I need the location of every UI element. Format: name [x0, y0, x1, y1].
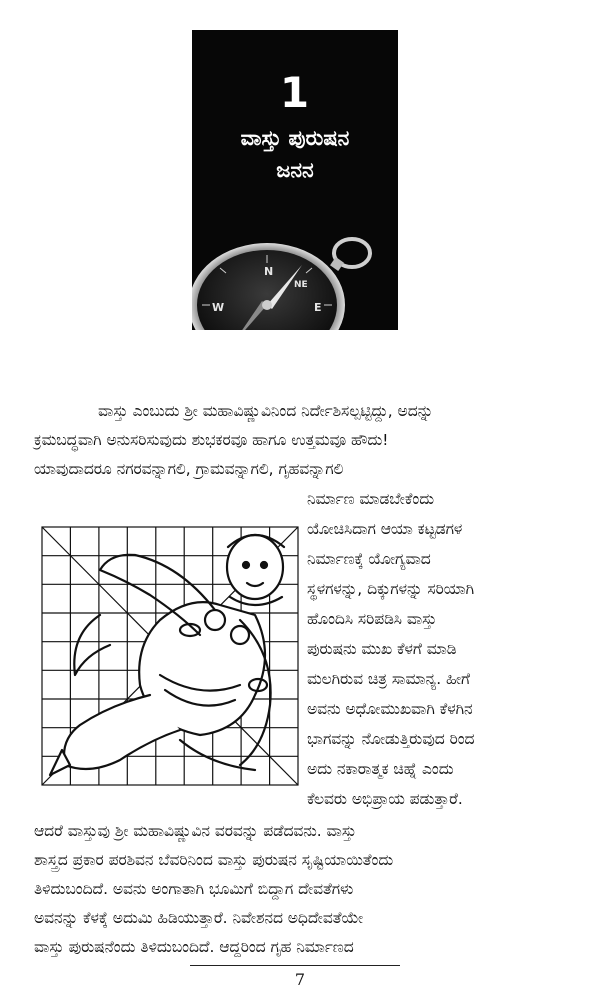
paragraph-line: ತಿಳಿದುಬಂದಿದೆ. ಅವನು ಅಂಗಾತಾಗಿ ಭೂಮಿಗೆ ಬಿದ್ದಾಗ ದೇವತೆಗಳು [34, 880, 354, 898]
paragraph-line: ಮಲಗಿರುವ ಚಿತ್ರ ಸಾಮಾನ್ಯ. ಹೀಗೆ [307, 670, 470, 688]
vastu-purusha-grid-drawing [40, 525, 300, 787]
footer-rule [190, 965, 400, 966]
paragraph-line: ಅವನನ್ನು ಕೆಳಕ್ಕೆ ಅದುಮಿ ಹಿಡಿಯುತ್ತಾರೆ. ನಿವೇಶನದ ಅಧಿದೇವತೆಯೇ [34, 909, 364, 927]
paragraph-line: ಅವನು ಅಧೋಮುಖವಾಗಿ ಕೆಳಗಿನ [307, 700, 473, 718]
chapter-title-line-2: ಜನನ [276, 158, 314, 182]
compass-icon: N E S W NE SE SW [192, 225, 398, 330]
paragraph-line: ಕ್ರಮಬದ್ಧವಾಗಿ ಅನುಸರಿಸುವುದು ಶುಭಕರವೂ ಹಾಗೂ ಉತ್ತಮವೂ ಹೌದು! [34, 431, 389, 449]
compass-letter-n: N [264, 265, 274, 278]
paragraph-line: ಹೊಂದಿಸಿ ಸರಿಪಡಿಸಿ ವಾಸ್ತು [307, 610, 437, 628]
paragraph-line: ವಾಸ್ತು ಎಂಬುದು ಶ್ರೀ ಮಹಾವಿಷ್ಣುವಿನಿಂದ ನಿರ್ದೇಶಿಸಲ್ಪಟ್ಟಿದ್ದು, ಅದನ್ನು [98, 402, 434, 420]
page-number: 7 [294, 970, 306, 989]
paragraph-line: ಶಾಸ್ತ್ರದ ಪ್ರಕಾರ ಪರಶಿವನ ಬೆವರಿನಿಂದ ವಾಸ್ತು ಪುರುಷನ ಸೃಷ್ಟಿಯಾಯಿತೆಂದು [34, 851, 394, 869]
paragraph-line: ಭಾಗವನ್ನು ನೋಡುತ್ತಿರುವುದ ರಿಂದ [307, 730, 475, 748]
paragraph-line: ಯಾವುದಾದರೂ ನಗರವನ್ನಾಗಲಿ, ಗ್ರಾಮವನ್ನಾಗಲಿ, ಗೃಹವನ್ನಾಗಲಿ [34, 460, 344, 478]
paragraph-line: ಯೋಚಿಸಿದಾಗ ಆಯಾ ಕಟ್ಟಡಗಳ [307, 520, 463, 538]
paragraph-line: ಅದು ನಕಾರಾತ್ಮಕ ಚಿಹ್ನೆ ಎಂದು [307, 760, 454, 778]
paragraph-line: ನಿರ್ಮಾಣ ಮಾಡಬೇಕೆಂದು [307, 490, 435, 508]
paragraph-line: ಕೆಲವರು ಅಭಿಪ್ರಾಯ ಪಡುತ್ತಾರೆ. [307, 790, 463, 808]
paragraph-line: ಆದರೆ ವಾಸ್ತುವು ಶ್ರೀ ಮಹಾವಿಷ್ಣುವಿನ ವರವನ್ನು ಪಡೆದವನು. ವಾಸ್ತು [34, 822, 357, 840]
paragraph-line: ಪುರುಷನು ಮುಖ ಕೆಳಗೆ ಮಾಡಿ [307, 640, 457, 658]
paragraph-line: ನಿರ್ಮಾಣಕ್ಕೆ ಯೋಗ್ಯವಾದ [307, 550, 431, 568]
compass-letter-w: W [212, 301, 225, 314]
paragraph-line: ಸ್ಥಳಗಳನ್ನು, ದಿಕ್ಕುಗಳನ್ನು ಸರಿಯಾಗಿ [307, 580, 475, 598]
compass-letter-e: E [314, 301, 322, 314]
chapter-title-line-1: ವಾಸ್ತು ಪುರುಷನ [240, 126, 350, 150]
svg-text:NE: NE [294, 280, 308, 290]
chapter-title [192, 122, 398, 186]
paragraph-line: ವಾಸ್ತು ಪುರುಷನೆಂದು ತಿಳಿದುಬಂದಿದೆ. ಆದ್ದರಿಂದ ಗೃಹ ನಿರ್ಮಾಣದ [34, 938, 354, 956]
chapter-number: 1 [279, 68, 311, 117]
chapter-cover [192, 30, 398, 352]
